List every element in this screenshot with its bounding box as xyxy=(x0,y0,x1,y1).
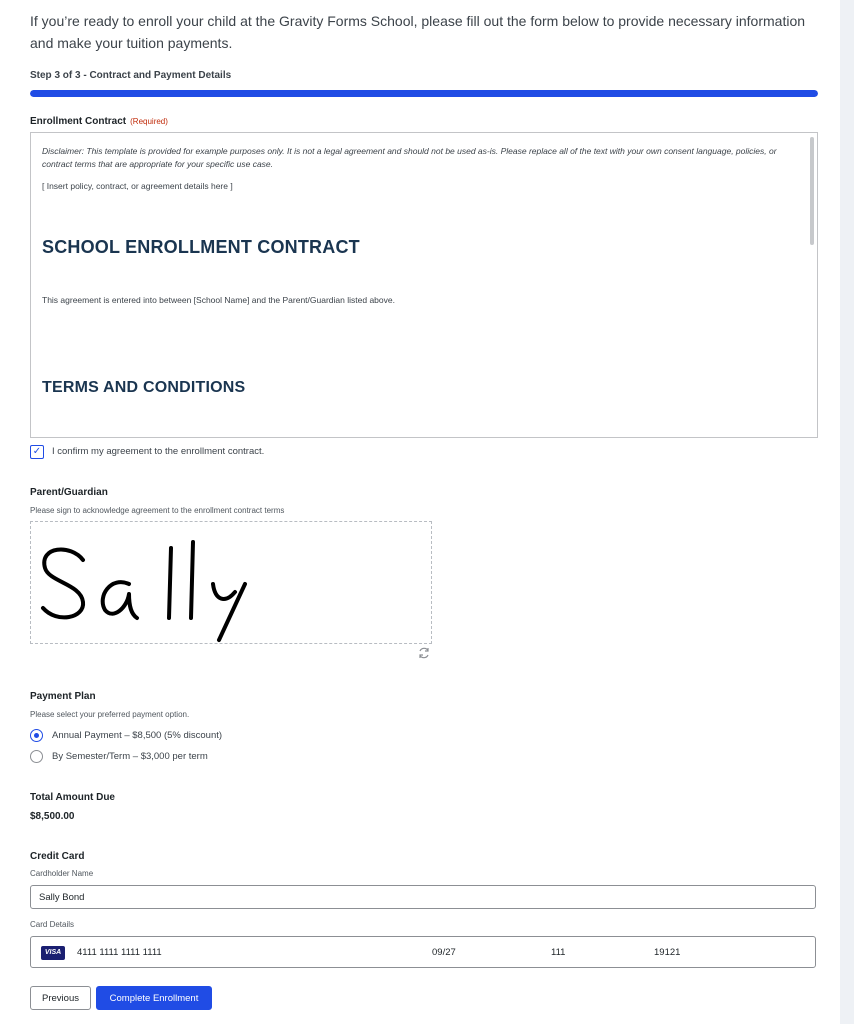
contract-insert-text: [ Insert policy, contract, or agreement details here ] xyxy=(42,181,233,191)
total-amount: $8,500.00 xyxy=(30,811,75,822)
cardholder-name-label: Cardholder Name xyxy=(30,869,94,878)
intro-text: If you’re ready to enroll your child at the Gravity Forms School, please fill out the form below to provide necessary information and make your tuition payments. xyxy=(30,13,806,51)
payment-plan-label: Payment Plan xyxy=(30,691,96,702)
contract-scrollbar[interactable] xyxy=(810,137,814,245)
signature-label: Parent/Guardian xyxy=(30,487,108,498)
required-indicator: (Required) xyxy=(130,117,168,126)
card-cvc[interactable]: 111 xyxy=(551,947,566,958)
refresh-icon[interactable] xyxy=(417,646,431,660)
credit-card-label: Credit Card xyxy=(30,851,85,862)
previous-button[interactable]: Previous xyxy=(30,986,91,1010)
signature-drawing xyxy=(31,522,431,643)
complete-enrollment-button[interactable]: Complete Enrollment xyxy=(96,986,212,1010)
contract-label xyxy=(30,116,168,127)
semester-payment-label: By Semester/Term – $3,000 per term xyxy=(52,751,208,762)
semester-payment-radio[interactable] xyxy=(30,750,43,763)
confirm-agreement-label: I confirm my agreement to the enrollment contract. xyxy=(52,446,265,457)
card-zip[interactable]: 19121 xyxy=(654,947,681,958)
total-label: Total Amount Due xyxy=(30,792,115,803)
progress-fill xyxy=(30,90,818,97)
card-details-field[interactable] xyxy=(30,936,816,968)
terms-heading: TERMS AND CONDITIONS xyxy=(42,379,246,396)
contract-label-text: Enrollment Contract xyxy=(30,116,127,127)
contract-disclaimer: Disclaimer: This template is provided for example purposes only. It is not a legal agreement and should not be used as-is. Please replace all of the text with your own consent language, policies, or contract terms that are appropriate for your specific use case. xyxy=(42,146,777,169)
signature-pad[interactable] xyxy=(30,521,432,644)
card-expiry[interactable]: 09/27 xyxy=(432,947,456,958)
contract-agreement-text: This agreement is entered into between [School Name] and the Parent/Guardian listed above. xyxy=(42,295,395,305)
payment-plan-description: Please select your preferred payment option. xyxy=(30,710,190,719)
annual-payment-radio[interactable] xyxy=(30,729,43,742)
contract-content xyxy=(42,145,802,191)
check-icon: ✓ xyxy=(32,446,42,457)
signature-description: Please sign to acknowledge agreement to the enrollment contract terms xyxy=(30,506,285,515)
contract-heading: SCHOOL ENROLLMENT CONTRACT xyxy=(42,237,360,257)
confirm-agreement-checkbox[interactable] xyxy=(30,445,44,459)
contract-scroll-box[interactable] xyxy=(30,132,818,438)
annual-payment-label: Annual Payment – $8,500 (5% discount) xyxy=(52,730,223,741)
cardholder-name-input[interactable] xyxy=(30,885,816,909)
card-number[interactable]: 4111 1111 1111 1111 xyxy=(77,947,162,958)
card-details-label: Card Details xyxy=(30,920,75,929)
progress-bar xyxy=(30,90,818,97)
visa-icon: VISA xyxy=(41,946,65,960)
step-label: Step 3 of 3 - Contract and Payment Details xyxy=(30,70,232,81)
